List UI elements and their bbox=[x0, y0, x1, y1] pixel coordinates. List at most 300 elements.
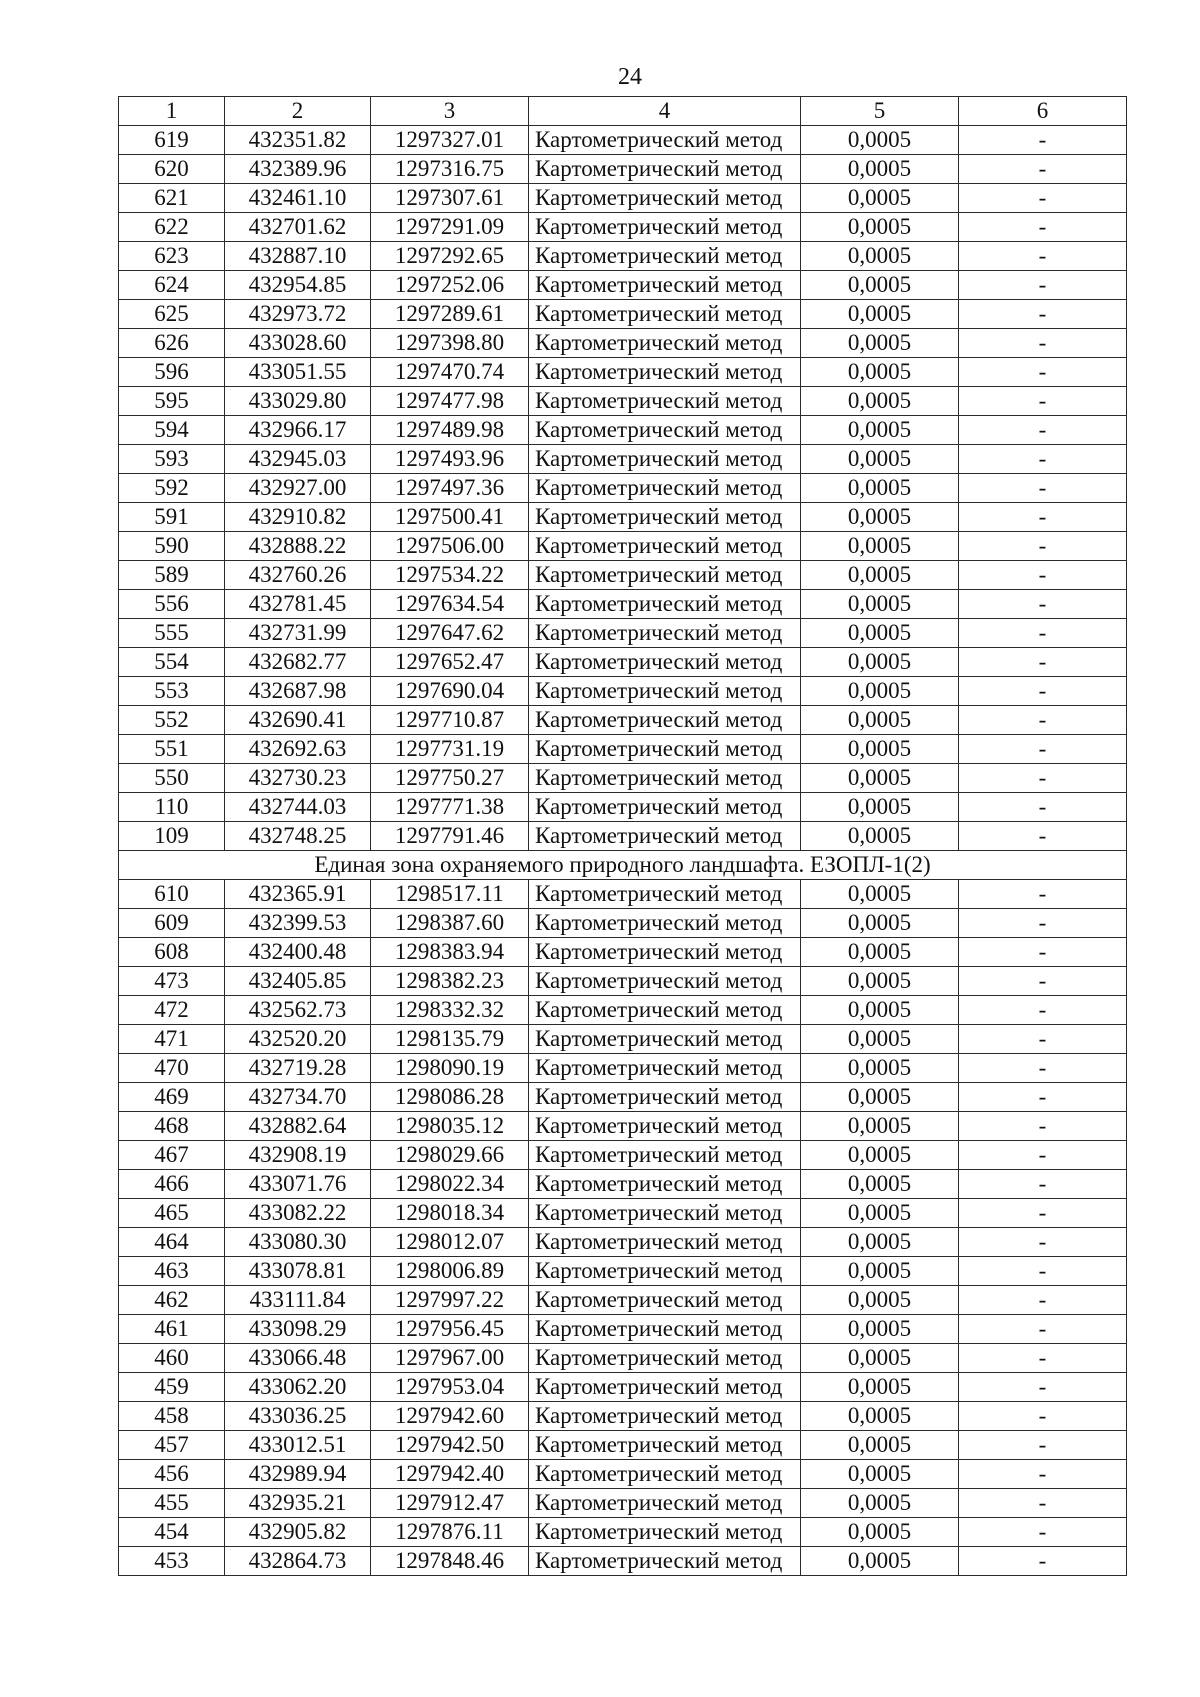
point-number-cell: 453 bbox=[119, 1547, 225, 1576]
point-number-cell: 620 bbox=[119, 155, 225, 184]
note-cell: - bbox=[959, 1170, 1127, 1199]
accuracy-cell: 0,0005 bbox=[801, 590, 959, 619]
table-row bbox=[119, 126, 1127, 155]
accuracy-cell: 0,0005 bbox=[801, 1228, 959, 1257]
point-number-cell: 467 bbox=[119, 1141, 225, 1170]
point-number-cell: 553 bbox=[119, 677, 225, 706]
x-coordinate-cell: 432966.17 bbox=[225, 416, 371, 445]
y-coordinate-cell: 1297848.46 bbox=[371, 1547, 529, 1576]
point-number-cell: 110 bbox=[119, 793, 225, 822]
accuracy-cell: 0,0005 bbox=[801, 677, 959, 706]
point-number-cell: 550 bbox=[119, 764, 225, 793]
note-cell: - bbox=[959, 967, 1127, 996]
table-row bbox=[119, 648, 1127, 677]
method-cell: Картометрический метод bbox=[529, 329, 801, 358]
note-cell: - bbox=[959, 1112, 1127, 1141]
accuracy-cell: 0,0005 bbox=[801, 329, 959, 358]
point-number-cell: 470 bbox=[119, 1054, 225, 1083]
point-number-cell: 591 bbox=[119, 503, 225, 532]
method-cell: Картометрический метод bbox=[529, 735, 801, 764]
point-number-cell: 610 bbox=[119, 880, 225, 909]
point-number-cell: 594 bbox=[119, 416, 225, 445]
x-coordinate-cell: 432461.10 bbox=[225, 184, 371, 213]
accuracy-cell: 0,0005 bbox=[801, 300, 959, 329]
note-cell: - bbox=[959, 1402, 1127, 1431]
table-row bbox=[119, 358, 1127, 387]
accuracy-cell: 0,0005 bbox=[801, 880, 959, 909]
method-cell: Картометрический метод bbox=[529, 1373, 801, 1402]
point-number-cell: 556 bbox=[119, 590, 225, 619]
method-cell: Картометрический метод bbox=[529, 503, 801, 532]
table-header-row bbox=[119, 97, 1127, 126]
x-coordinate-cell: 433098.29 bbox=[225, 1315, 371, 1344]
y-coordinate-cell: 1297289.61 bbox=[371, 300, 529, 329]
table-row bbox=[119, 1025, 1127, 1054]
table-row bbox=[119, 1083, 1127, 1112]
method-cell: Картометрический метод bbox=[529, 996, 801, 1025]
note-cell: - bbox=[959, 735, 1127, 764]
x-coordinate-cell: 432719.28 bbox=[225, 1054, 371, 1083]
x-coordinate-cell: 432781.45 bbox=[225, 590, 371, 619]
x-coordinate-cell: 433071.76 bbox=[225, 1170, 371, 1199]
y-coordinate-cell: 1297506.00 bbox=[371, 532, 529, 561]
note-cell: - bbox=[959, 532, 1127, 561]
point-number-cell: 469 bbox=[119, 1083, 225, 1112]
accuracy-cell: 0,0005 bbox=[801, 561, 959, 590]
point-number-cell: 619 bbox=[119, 126, 225, 155]
note-cell: - bbox=[959, 1431, 1127, 1460]
table-row bbox=[119, 619, 1127, 648]
accuracy-cell: 0,0005 bbox=[801, 387, 959, 416]
accuracy-cell: 0,0005 bbox=[801, 1460, 959, 1489]
coordinates-table bbox=[118, 96, 1127, 1576]
table-row bbox=[119, 329, 1127, 358]
accuracy-cell: 0,0005 bbox=[801, 1112, 959, 1141]
y-coordinate-cell: 1297876.11 bbox=[371, 1518, 529, 1547]
y-coordinate-cell: 1298332.32 bbox=[371, 996, 529, 1025]
point-number-cell: 454 bbox=[119, 1518, 225, 1547]
table-row bbox=[119, 532, 1127, 561]
note-cell: - bbox=[959, 619, 1127, 648]
x-coordinate-cell: 432731.99 bbox=[225, 619, 371, 648]
x-coordinate-cell: 432882.64 bbox=[225, 1112, 371, 1141]
point-number-cell: 590 bbox=[119, 532, 225, 561]
y-coordinate-cell: 1297942.50 bbox=[371, 1431, 529, 1460]
y-coordinate-cell: 1298387.60 bbox=[371, 909, 529, 938]
section-title: Единая зона охраняемого природного ландшафта. ЕЗОПЛ-1(2) bbox=[119, 851, 1127, 880]
accuracy-cell: 0,0005 bbox=[801, 474, 959, 503]
method-cell: Картометрический метод bbox=[529, 677, 801, 706]
note-cell: - bbox=[959, 126, 1127, 155]
method-cell: Картометрический метод bbox=[529, 1257, 801, 1286]
table-row bbox=[119, 213, 1127, 242]
note-cell: - bbox=[959, 300, 1127, 329]
method-cell: Картометрический метод bbox=[529, 1344, 801, 1373]
note-cell: - bbox=[959, 503, 1127, 532]
x-coordinate-cell: 433066.48 bbox=[225, 1344, 371, 1373]
point-number-cell: 592 bbox=[119, 474, 225, 503]
note-cell: - bbox=[959, 1460, 1127, 1489]
method-cell: Картометрический метод bbox=[529, 474, 801, 503]
table-row bbox=[119, 996, 1127, 1025]
x-coordinate-cell: 433029.80 bbox=[225, 387, 371, 416]
point-number-cell: 461 bbox=[119, 1315, 225, 1344]
point-number-cell: 595 bbox=[119, 387, 225, 416]
accuracy-cell: 0,0005 bbox=[801, 155, 959, 184]
page-number: 24 bbox=[618, 64, 642, 90]
y-coordinate-cell: 1297690.04 bbox=[371, 677, 529, 706]
x-coordinate-cell: 432989.94 bbox=[225, 1460, 371, 1489]
note-cell: - bbox=[959, 271, 1127, 300]
y-coordinate-cell: 1297398.80 bbox=[371, 329, 529, 358]
x-coordinate-cell: 432400.48 bbox=[225, 938, 371, 967]
method-cell: Картометрический метод bbox=[529, 590, 801, 619]
method-cell: Картометрический метод bbox=[529, 387, 801, 416]
table-row bbox=[119, 1489, 1127, 1518]
accuracy-cell: 0,0005 bbox=[801, 445, 959, 474]
x-coordinate-cell: 432365.91 bbox=[225, 880, 371, 909]
y-coordinate-cell: 1298022.34 bbox=[371, 1170, 529, 1199]
y-coordinate-cell: 1297997.22 bbox=[371, 1286, 529, 1315]
x-coordinate-cell: 432692.63 bbox=[225, 735, 371, 764]
x-coordinate-cell: 432730.23 bbox=[225, 764, 371, 793]
x-coordinate-cell: 432908.19 bbox=[225, 1141, 371, 1170]
table-row bbox=[119, 880, 1127, 909]
coordinates-table-body bbox=[119, 97, 1127, 1576]
table-row bbox=[119, 242, 1127, 271]
method-cell: Картометрический метод bbox=[529, 532, 801, 561]
accuracy-cell: 0,0005 bbox=[801, 735, 959, 764]
column-header-4: 4 bbox=[529, 97, 801, 126]
table-row bbox=[119, 590, 1127, 619]
point-number-cell: 472 bbox=[119, 996, 225, 1025]
column-header-1: 1 bbox=[119, 97, 225, 126]
method-cell: Картометрический метод bbox=[529, 822, 801, 851]
note-cell: - bbox=[959, 387, 1127, 416]
accuracy-cell: 0,0005 bbox=[801, 242, 959, 271]
x-coordinate-cell: 432405.85 bbox=[225, 967, 371, 996]
table-row bbox=[119, 1547, 1127, 1576]
method-cell: Картометрический метод bbox=[529, 938, 801, 967]
accuracy-cell: 0,0005 bbox=[801, 909, 959, 938]
table-row bbox=[119, 793, 1127, 822]
point-number-cell: 465 bbox=[119, 1199, 225, 1228]
accuracy-cell: 0,0005 bbox=[801, 213, 959, 242]
accuracy-cell: 0,0005 bbox=[801, 1402, 959, 1431]
point-number-cell: 626 bbox=[119, 329, 225, 358]
y-coordinate-cell: 1298090.19 bbox=[371, 1054, 529, 1083]
x-coordinate-cell: 433080.30 bbox=[225, 1228, 371, 1257]
y-coordinate-cell: 1298135.79 bbox=[371, 1025, 529, 1054]
method-cell: Картометрический метод bbox=[529, 1547, 801, 1576]
method-cell: Картометрический метод bbox=[529, 126, 801, 155]
y-coordinate-cell: 1298086.28 bbox=[371, 1083, 529, 1112]
note-cell: - bbox=[959, 358, 1127, 387]
note-cell: - bbox=[959, 909, 1127, 938]
point-number-cell: 624 bbox=[119, 271, 225, 300]
point-number-cell: 555 bbox=[119, 619, 225, 648]
table-row bbox=[119, 1228, 1127, 1257]
x-coordinate-cell: 432399.53 bbox=[225, 909, 371, 938]
accuracy-cell: 0,0005 bbox=[801, 648, 959, 677]
table-row bbox=[119, 909, 1127, 938]
note-cell: - bbox=[959, 1199, 1127, 1228]
note-cell: - bbox=[959, 880, 1127, 909]
y-coordinate-cell: 1297500.41 bbox=[371, 503, 529, 532]
y-coordinate-cell: 1297291.09 bbox=[371, 213, 529, 242]
table-row bbox=[119, 1344, 1127, 1373]
note-cell: - bbox=[959, 1141, 1127, 1170]
table-row bbox=[119, 1141, 1127, 1170]
table-row bbox=[119, 938, 1127, 967]
note-cell: - bbox=[959, 590, 1127, 619]
point-number-cell: 608 bbox=[119, 938, 225, 967]
y-coordinate-cell: 1297942.60 bbox=[371, 1402, 529, 1431]
method-cell: Картометрический метод bbox=[529, 909, 801, 938]
method-cell: Картометрический метод bbox=[529, 1083, 801, 1112]
table-row bbox=[119, 1315, 1127, 1344]
y-coordinate-cell: 1297327.01 bbox=[371, 126, 529, 155]
method-cell: Картометрический метод bbox=[529, 967, 801, 996]
method-cell: Картометрический метод bbox=[529, 271, 801, 300]
point-number-cell: 464 bbox=[119, 1228, 225, 1257]
y-coordinate-cell: 1297493.96 bbox=[371, 445, 529, 474]
x-coordinate-cell: 432945.03 bbox=[225, 445, 371, 474]
y-coordinate-cell: 1297470.74 bbox=[371, 358, 529, 387]
note-cell: - bbox=[959, 1054, 1127, 1083]
accuracy-cell: 0,0005 bbox=[801, 1315, 959, 1344]
note-cell: - bbox=[959, 938, 1127, 967]
column-header-2: 2 bbox=[225, 97, 371, 126]
point-number-cell: 551 bbox=[119, 735, 225, 764]
accuracy-cell: 0,0005 bbox=[801, 822, 959, 851]
note-cell: - bbox=[959, 677, 1127, 706]
point-number-cell: 552 bbox=[119, 706, 225, 735]
method-cell: Картометрический метод bbox=[529, 1025, 801, 1054]
method-cell: Картометрический метод bbox=[529, 1315, 801, 1344]
point-number-cell: 625 bbox=[119, 300, 225, 329]
method-cell: Картометрический метод bbox=[529, 706, 801, 735]
x-coordinate-cell: 432351.82 bbox=[225, 126, 371, 155]
x-coordinate-cell: 432748.25 bbox=[225, 822, 371, 851]
note-cell: - bbox=[959, 764, 1127, 793]
point-number-cell: 621 bbox=[119, 184, 225, 213]
y-coordinate-cell: 1297647.62 bbox=[371, 619, 529, 648]
note-cell: - bbox=[959, 561, 1127, 590]
point-number-cell: 473 bbox=[119, 967, 225, 996]
table-row bbox=[119, 271, 1127, 300]
table-row bbox=[119, 300, 1127, 329]
table-row bbox=[119, 764, 1127, 793]
point-number-cell: 609 bbox=[119, 909, 225, 938]
note-cell: - bbox=[959, 242, 1127, 271]
note-cell: - bbox=[959, 1315, 1127, 1344]
x-coordinate-cell: 433078.81 bbox=[225, 1257, 371, 1286]
table-row bbox=[119, 1054, 1127, 1083]
x-coordinate-cell: 432734.70 bbox=[225, 1083, 371, 1112]
accuracy-cell: 0,0005 bbox=[801, 1025, 959, 1054]
note-cell: - bbox=[959, 1489, 1127, 1518]
method-cell: Картометрический метод bbox=[529, 1141, 801, 1170]
method-cell: Картометрический метод bbox=[529, 1199, 801, 1228]
table-row bbox=[119, 561, 1127, 590]
y-coordinate-cell: 1297292.65 bbox=[371, 242, 529, 271]
accuracy-cell: 0,0005 bbox=[801, 619, 959, 648]
point-number-cell: 460 bbox=[119, 1344, 225, 1373]
accuracy-cell: 0,0005 bbox=[801, 532, 959, 561]
y-coordinate-cell: 1298006.89 bbox=[371, 1257, 529, 1286]
table-row bbox=[119, 706, 1127, 735]
y-coordinate-cell: 1298012.07 bbox=[371, 1228, 529, 1257]
x-coordinate-cell: 432520.20 bbox=[225, 1025, 371, 1054]
y-coordinate-cell: 1297252.06 bbox=[371, 271, 529, 300]
method-cell: Картометрический метод bbox=[529, 1112, 801, 1141]
y-coordinate-cell: 1297307.61 bbox=[371, 184, 529, 213]
note-cell: - bbox=[959, 706, 1127, 735]
method-cell: Картометрический метод bbox=[529, 1054, 801, 1083]
note-cell: - bbox=[959, 1228, 1127, 1257]
y-coordinate-cell: 1297956.45 bbox=[371, 1315, 529, 1344]
y-coordinate-cell: 1298029.66 bbox=[371, 1141, 529, 1170]
note-cell: - bbox=[959, 1373, 1127, 1402]
note-cell: - bbox=[959, 648, 1127, 677]
x-coordinate-cell: 432887.10 bbox=[225, 242, 371, 271]
method-cell: Картометрический метод bbox=[529, 1518, 801, 1547]
accuracy-cell: 0,0005 bbox=[801, 1257, 959, 1286]
accuracy-cell: 0,0005 bbox=[801, 184, 959, 213]
accuracy-cell: 0,0005 bbox=[801, 1344, 959, 1373]
accuracy-cell: 0,0005 bbox=[801, 358, 959, 387]
point-number-cell: 593 bbox=[119, 445, 225, 474]
note-cell: - bbox=[959, 213, 1127, 242]
table-row bbox=[119, 967, 1127, 996]
y-coordinate-cell: 1298382.23 bbox=[371, 967, 529, 996]
accuracy-cell: 0,0005 bbox=[801, 1489, 959, 1518]
point-number-cell: 109 bbox=[119, 822, 225, 851]
column-header-5: 5 bbox=[801, 97, 959, 126]
method-cell: Картометрический метод bbox=[529, 213, 801, 242]
y-coordinate-cell: 1297497.36 bbox=[371, 474, 529, 503]
table-row bbox=[119, 445, 1127, 474]
note-cell: - bbox=[959, 1083, 1127, 1112]
accuracy-cell: 0,0005 bbox=[801, 1431, 959, 1460]
table-row bbox=[119, 184, 1127, 213]
y-coordinate-cell: 1298517.11 bbox=[371, 880, 529, 909]
method-cell: Картометрический метод bbox=[529, 445, 801, 474]
accuracy-cell: 0,0005 bbox=[801, 126, 959, 155]
x-coordinate-cell: 432687.98 bbox=[225, 677, 371, 706]
x-coordinate-cell: 432973.72 bbox=[225, 300, 371, 329]
method-cell: Картометрический метод bbox=[529, 764, 801, 793]
accuracy-cell: 0,0005 bbox=[801, 938, 959, 967]
point-number-cell: 456 bbox=[119, 1460, 225, 1489]
accuracy-cell: 0,0005 bbox=[801, 1054, 959, 1083]
point-number-cell: 589 bbox=[119, 561, 225, 590]
accuracy-cell: 0,0005 bbox=[801, 793, 959, 822]
note-cell: - bbox=[959, 155, 1127, 184]
y-coordinate-cell: 1297316.75 bbox=[371, 155, 529, 184]
table-row bbox=[119, 822, 1127, 851]
x-coordinate-cell: 432744.03 bbox=[225, 793, 371, 822]
accuracy-cell: 0,0005 bbox=[801, 1083, 959, 1112]
x-coordinate-cell: 432935.21 bbox=[225, 1489, 371, 1518]
point-number-cell: 466 bbox=[119, 1170, 225, 1199]
table-row bbox=[119, 387, 1127, 416]
method-cell: Картометрический метод bbox=[529, 880, 801, 909]
accuracy-cell: 0,0005 bbox=[801, 1170, 959, 1199]
table-row bbox=[119, 1170, 1127, 1199]
point-number-cell: 463 bbox=[119, 1257, 225, 1286]
x-coordinate-cell: 433082.22 bbox=[225, 1199, 371, 1228]
method-cell: Картометрический метод bbox=[529, 184, 801, 213]
note-cell: - bbox=[959, 474, 1127, 503]
table-row bbox=[119, 1402, 1127, 1431]
table-row bbox=[119, 1199, 1127, 1228]
method-cell: Картометрический метод bbox=[529, 300, 801, 329]
note-cell: - bbox=[959, 822, 1127, 851]
x-coordinate-cell: 432760.26 bbox=[225, 561, 371, 590]
y-coordinate-cell: 1298018.34 bbox=[371, 1199, 529, 1228]
point-number-cell: 596 bbox=[119, 358, 225, 387]
method-cell: Картометрический метод bbox=[529, 1489, 801, 1518]
y-coordinate-cell: 1297534.22 bbox=[371, 561, 529, 590]
y-coordinate-cell: 1297791.46 bbox=[371, 822, 529, 851]
table-row bbox=[119, 503, 1127, 532]
x-coordinate-cell: 432389.96 bbox=[225, 155, 371, 184]
point-number-cell: 623 bbox=[119, 242, 225, 271]
y-coordinate-cell: 1297942.40 bbox=[371, 1460, 529, 1489]
point-number-cell: 457 bbox=[119, 1431, 225, 1460]
x-coordinate-cell: 432905.82 bbox=[225, 1518, 371, 1547]
y-coordinate-cell: 1297634.54 bbox=[371, 590, 529, 619]
y-coordinate-cell: 1297489.98 bbox=[371, 416, 529, 445]
accuracy-cell: 0,0005 bbox=[801, 1373, 959, 1402]
table-row bbox=[119, 155, 1127, 184]
point-number-cell: 471 bbox=[119, 1025, 225, 1054]
y-coordinate-cell: 1297967.00 bbox=[371, 1344, 529, 1373]
accuracy-cell: 0,0005 bbox=[801, 1286, 959, 1315]
x-coordinate-cell: 432927.00 bbox=[225, 474, 371, 503]
table-row bbox=[119, 1460, 1127, 1489]
method-cell: Картометрический метод bbox=[529, 1286, 801, 1315]
accuracy-cell: 0,0005 bbox=[801, 967, 959, 996]
y-coordinate-cell: 1297652.47 bbox=[371, 648, 529, 677]
point-number-cell: 554 bbox=[119, 648, 225, 677]
x-coordinate-cell: 432864.73 bbox=[225, 1547, 371, 1576]
note-cell: - bbox=[959, 996, 1127, 1025]
accuracy-cell: 0,0005 bbox=[801, 996, 959, 1025]
note-cell: - bbox=[959, 1257, 1127, 1286]
section-row bbox=[119, 851, 1127, 880]
method-cell: Картометрический метод bbox=[529, 416, 801, 445]
method-cell: Картометрический метод bbox=[529, 1460, 801, 1489]
y-coordinate-cell: 1297771.38 bbox=[371, 793, 529, 822]
method-cell: Картометрический метод bbox=[529, 358, 801, 387]
table-row bbox=[119, 735, 1127, 764]
method-cell: Картометрический метод bbox=[529, 648, 801, 677]
accuracy-cell: 0,0005 bbox=[801, 416, 959, 445]
table-row bbox=[119, 1373, 1127, 1402]
y-coordinate-cell: 1297912.47 bbox=[371, 1489, 529, 1518]
x-coordinate-cell: 432888.22 bbox=[225, 532, 371, 561]
y-coordinate-cell: 1297731.19 bbox=[371, 735, 529, 764]
method-cell: Картометрический метод bbox=[529, 561, 801, 590]
accuracy-cell: 0,0005 bbox=[801, 503, 959, 532]
method-cell: Картометрический метод bbox=[529, 242, 801, 271]
method-cell: Картометрический метод bbox=[529, 1431, 801, 1460]
table-row bbox=[119, 1431, 1127, 1460]
y-coordinate-cell: 1297710.87 bbox=[371, 706, 529, 735]
